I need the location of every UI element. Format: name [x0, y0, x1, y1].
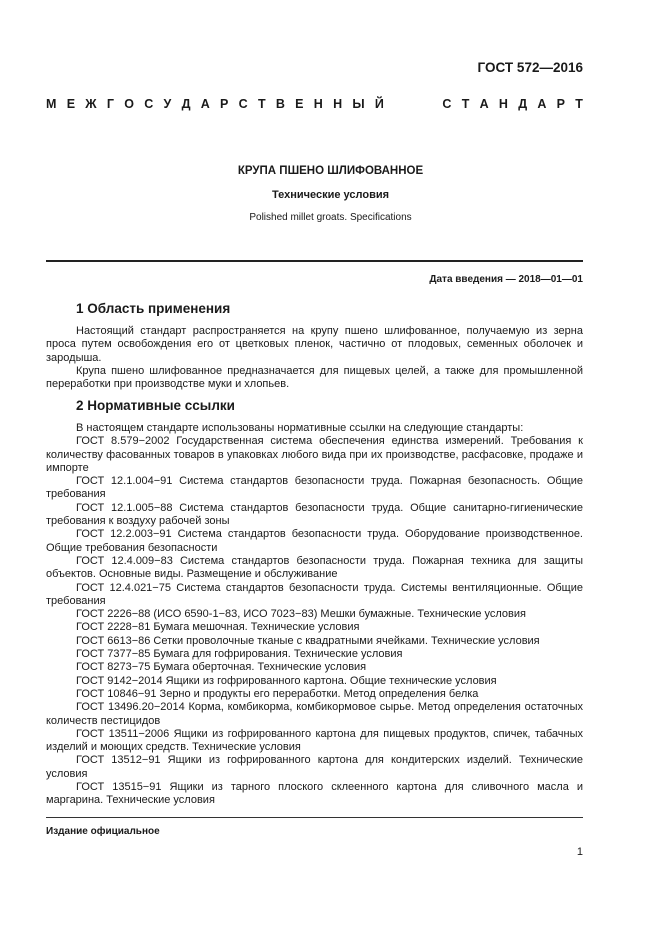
banner-letter: Р: [220, 97, 229, 111]
banner-letter: Е: [295, 97, 304, 111]
reference-paragraph: ГОСТ 2228−81 Бумага мешочная. Технические условия: [76, 621, 360, 634]
banner-letter: Н: [498, 97, 508, 111]
reference-paragraph: ГОСТ 9142−2014 Ящики из гофрированного картона. Общие технические условия: [76, 674, 497, 687]
english-title: Polished millet groats. Specifications: [249, 212, 412, 223]
banner-letter: М: [46, 97, 57, 111]
reference-paragraph: ГОСТ 12.2.003−91 Система стандартов безопасности труда. Оборудование производственное. Общие требования безопасности: [46, 528, 583, 554]
banner-letter: Д: [518, 97, 528, 111]
reference-paragraph: ГОСТ 8.579−2002 Государственная система обеспечения единства измерений. Требования к количеству фасованных товаров в упаковках любого вида при их производстве, расфасовке, продаже и импорте: [46, 435, 583, 474]
header-divider: [46, 260, 583, 262]
banner-letter: С: [442, 97, 452, 111]
banner-letter: Т: [461, 97, 470, 111]
introduction-date: Дата введения — 2018—01—01: [429, 274, 583, 285]
banner-gap: [394, 97, 432, 111]
banner-letter: Й: [374, 97, 384, 111]
official-edition-label: Издание официальное: [46, 826, 160, 837]
banner-letter: А: [479, 97, 489, 111]
reference-paragraph: ГОСТ 12.4.021−75 Система стандартов безопасности труда. Системы вентиляционные. Общие требования: [46, 581, 583, 607]
section-references-body: [46, 422, 583, 808]
section-heading-references: 2 Нормативные ссылки: [76, 398, 235, 413]
footer-divider: [46, 817, 583, 818]
banner-letter: О: [124, 97, 134, 111]
banner-letter: Р: [556, 97, 565, 111]
standard-type-banner: [46, 97, 583, 111]
reference-paragraph: ГОСТ 13515−91 Ящики из тарного плоского склеенного картона для сливочного масла и маргарина. Технические условия: [46, 781, 583, 807]
reference-paragraph: ГОСТ 12.1.004−91 Система стандартов безопасности труда. Пожарная безопасность. Общие требования: [46, 475, 583, 501]
banner-letter: Е: [66, 97, 76, 111]
reference-paragraph: ГОСТ 10846−91 Зерно и продукты его переработки. Метод определения белка: [76, 687, 479, 700]
reference-paragraph: ГОСТ 13511−2006 Ящики из гофрированного картона для пищевых продуктов, спичек, табачных изделий и моющих средств. Технические условия: [46, 727, 583, 754]
scope-paragraph: Крупа пшено шлифованное предназначается для пищевых целей, а также для промышленной переработки при производстве муки и хлопьев.: [46, 364, 583, 391]
section-heading-scope: 1 Область применения: [76, 301, 231, 316]
reference-paragraph: ГОСТ 6613−86 Сетки проволочные тканые с квадратными ячейками. Технические условия: [76, 634, 540, 647]
banner-letter: А: [200, 97, 210, 111]
reference-paragraph: ГОСТ 12.4.009−83 Система стандартов безопасности труда. Пожарная техника для защиты объектов. Основные виды. Размещение и обслуживание: [46, 554, 583, 581]
banner-letter: Т: [257, 97, 266, 111]
reference-paragraph: ГОСТ 12.1.005−88 Система стандартов безопасности труда. Общие санитарно-гигиенические требования к воздуху рабочей зоны: [46, 501, 583, 528]
standard-code: ГОСТ 572—2016: [477, 60, 583, 75]
banner-letter: Д: [181, 97, 191, 111]
reference-paragraph: ГОСТ 13512−91 Ящики из гофрированного картона для кондитерских изделий. Технические условия: [46, 754, 583, 780]
banner-letter: Н: [333, 97, 343, 111]
banner-letter: Г: [106, 97, 114, 111]
scope-paragraph: Настоящий стандарт распространяется на крупу пшено шлифованное, получаемую из зерна проса путем освобождения его от цветковых пленок, частично от плодовых, семенных оболочек и зародыша.: [46, 325, 583, 364]
document-subtitle: Технические условия: [271, 189, 390, 201]
banner-letter: Н: [313, 97, 323, 111]
reference-paragraph: ГОСТ 13496.20−2014 Корма, комбикорма, комбикормовое сырье. Метод определения остаточных количеств пестицидов: [46, 701, 583, 727]
reference-paragraph: ГОСТ 2226−88 (ИСО 6590-1−83, ИСО 7023−83) Мешки бумажные. Технические условия: [76, 608, 526, 621]
section-scope-body: [46, 325, 583, 391]
banner-letter: Ы: [352, 97, 365, 111]
banner-letter: С: [144, 97, 154, 111]
banner-letter: У: [163, 97, 172, 111]
reference-paragraph: ГОСТ 8273−75 Бумага оберточная. Технические условия: [76, 661, 367, 674]
banner-letter: Т: [575, 97, 583, 111]
banner-letter: С: [238, 97, 248, 111]
document-title: КРУПА ПШЕНО ШЛИФОВАННОЕ: [237, 165, 424, 177]
banner-letter: В: [275, 97, 285, 111]
reference-paragraph: В настоящем стандарте использованы нормативные ссылки на следующие стандарты:: [76, 422, 524, 434]
reference-paragraph: ГОСТ 7377−85 Бумага для гофрирования. Технические условия: [76, 648, 403, 661]
banner-letter: А: [537, 97, 547, 111]
page-number: 1: [576, 846, 583, 858]
banner-letter: Ж: [85, 97, 97, 111]
